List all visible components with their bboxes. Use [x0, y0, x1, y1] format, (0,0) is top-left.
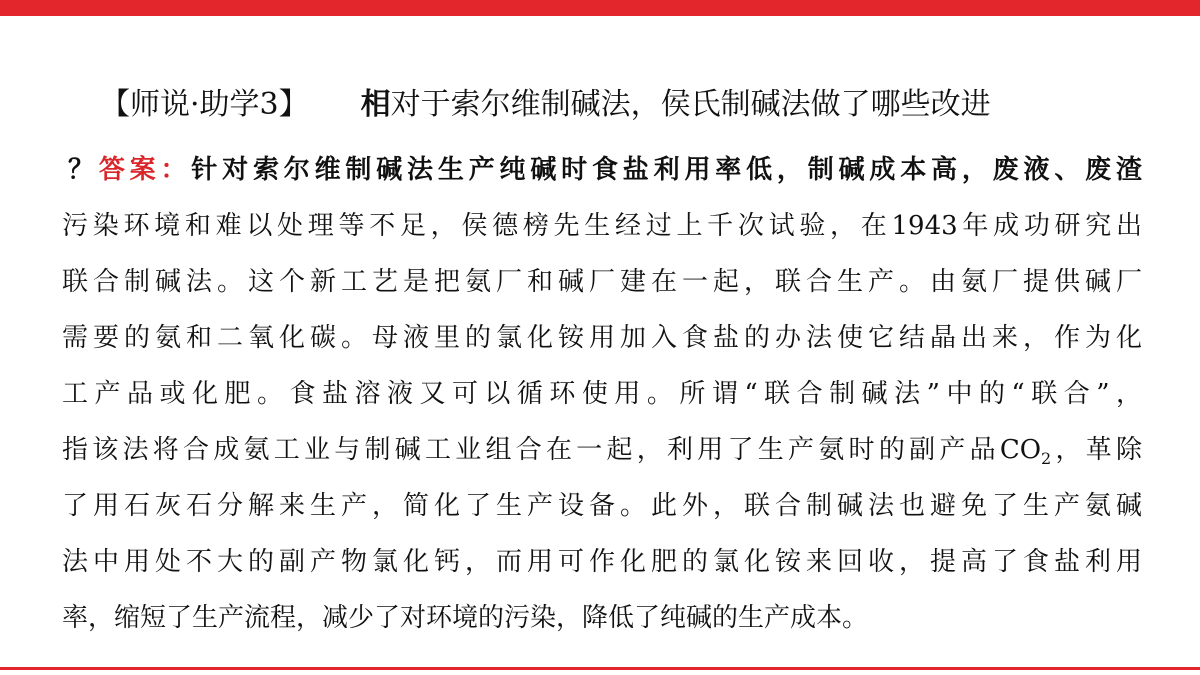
answer-line-9: 率，缩短了生产流程，减少了对环境的污染，降低了纯碱的生产成本。 [62, 603, 869, 633]
answer-line-7: 了用石灰石分解来生产，简化了生产设备。此外，联合制碱法也避免了生产氨碱 [62, 491, 1142, 521]
answer-line-3: 联合制碱法。这个新工艺是把氨厂和碱厂建在一起，联合生产。由氨厂提供碱厂 [62, 267, 1142, 297]
answer-line-6-b: ，革除 [1051, 435, 1142, 465]
answer-line-6-a: 指该法将合成氨工业与制碱工业组合在一起，利用了生产氨时的副产品CO [62, 435, 1042, 465]
answer-line-2: 污染环境和难以处理等不足，侯德榜先生经过上千次试验，在1943年成功研究出 [62, 211, 1142, 241]
question-heading [100, 80, 1160, 130]
answer-block [62, 142, 1142, 646]
top-accent-bar [0, 0, 1200, 16]
question-first-char: 相 [360, 87, 391, 122]
answer-line-1 [62, 142, 1142, 198]
answer-line-4: 需要的氨和二氧化碳。母液里的氯化铵用加入食盐的办法使它结晶出来，作为化 [62, 323, 1142, 353]
question-tag: 【师说·助学3】 [100, 87, 309, 122]
answer-label: 答案： [98, 155, 192, 185]
bottom-accent-line [0, 667, 1200, 670]
answer-line-6-subscript: 2 [1041, 449, 1052, 469]
question-text: 对于索尔维制碱法，侯氏制碱法做了哪些改进 [390, 87, 991, 122]
answer-line-8: 法中用处不大的副产物氯化钙，而用可作化肥的氯化铵来回收，提高了食盐利用 [62, 547, 1142, 577]
question-mark-icon: ？ [68, 155, 99, 185]
answer-line-5: 工产品或化肥。食盐溶液又可以循环使用。所谓“联合制碱法”中的“联合”， [62, 379, 1142, 409]
answer-line-1-text: 针对索尔维制碱法生产纯碱时食盐利用率低，制碱成本高，废液、废渣 [191, 155, 1142, 185]
answer-line-6 [62, 422, 1142, 478]
